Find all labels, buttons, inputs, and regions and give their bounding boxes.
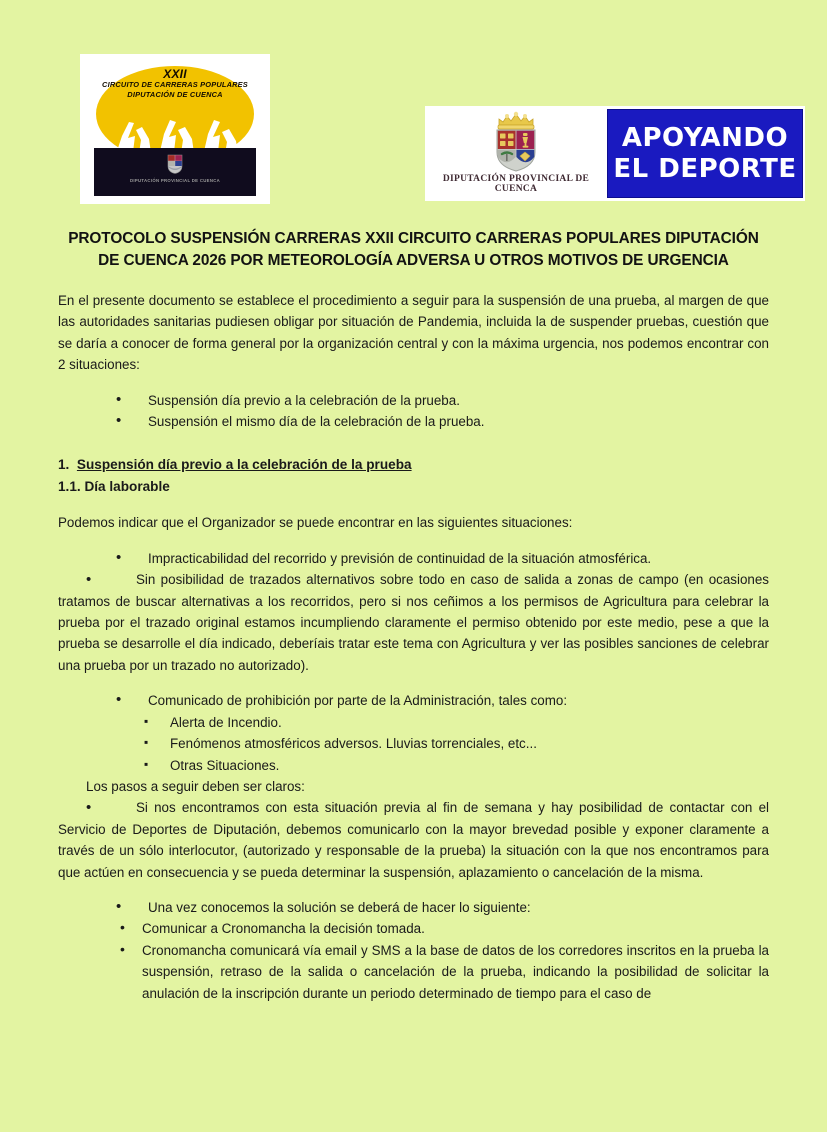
list-item: ▪ Fenómenos atmosféricos adversos. Lluvias torrenciales, etc... — [58, 733, 769, 754]
section-1-title: Suspensión día previo a la celebración de la prueba — [76, 457, 412, 473]
logo-circuito-text — [98, 68, 252, 100]
logo-roman-numeral: XXII — [163, 67, 187, 81]
banner-line-2: EL DEPORTE — [613, 153, 797, 184]
diputacion-caption: DIPUTACIÓN PROVINCIAL DE CUENCA — [442, 174, 590, 194]
bullet-marker — [58, 797, 136, 818]
apoyando-el-deporte-banner — [607, 109, 803, 198]
list-item-text: Sin posibilidad de trazados alternativos sobre todo en caso de salida a zonas de campo (en ocasiones tratamos de buscar alternativas a los recorridos, pero si nos ceñimos a los permisos de Agricultura para celebrar la prueba por el trazado original estamos incumpliendo claramente el permiso obtenido por este medio, pese a que la prueba se desarrolle el día indicado, deberíais tratar este tema con Agricultura y ver las posibles sanciones de celebrar una prueba por un trazado no autorizado). — [58, 572, 769, 673]
logo-circuito-band-caption: DIPUTACIÓN PROVINCIAL DE CUENCA — [129, 178, 221, 183]
prohibition-items-list — [58, 712, 769, 776]
section-1-number: 1. — [58, 457, 70, 473]
step-2-sub-list — [58, 918, 769, 1004]
step-1 — [58, 797, 769, 883]
coat-of-arms-small-icon — [167, 154, 183, 174]
list-item: • Cronomancha comunicará vía email y SMS a la base de datos de los corredores inscritos en la prueba la suspensión, retraso de la salida o cancelación de la prueba, indicando la posibilidad de solicitar la anulación de la inscripción durante un periodo determinado de tiempo para el caso de — [58, 940, 769, 1004]
list-item: ▪ Otras Situaciones. — [58, 755, 769, 776]
organizer-situation-2 — [58, 569, 769, 676]
list-item: • Suspensión día previo a la celebración de la prueba. — [58, 390, 769, 411]
coat-of-arms-icon — [485, 109, 547, 175]
document-body — [58, 290, 769, 1004]
list-item: • Una vez conocemos la solución se deberá de hacer lo siguiente: — [58, 897, 769, 918]
banner-line-1: APOYANDO — [621, 122, 789, 153]
list-item: • Impracticabilidad del recorrido y previsión de continuidad de la situación atmosférica. — [58, 548, 769, 569]
bullet-marker — [58, 569, 136, 590]
logo-circuito-carreras — [80, 54, 270, 204]
list-item: • Comunicar a Cronomancha la decisión tomada. — [58, 918, 769, 939]
list-item: • Comunicado de prohibición por parte de la Administración, tales como: — [58, 690, 769, 711]
logo-circuito-line1: CIRCUITO DE CARRERAS POPULARES — [102, 80, 248, 89]
list-item: ▪ Alerta de Incendio. — [58, 712, 769, 733]
logo-circuito-band — [94, 148, 256, 196]
section-1-heading — [58, 454, 769, 476]
section-1-1-heading: 1.1. Día laborable — [58, 479, 170, 495]
situations-list — [58, 390, 769, 433]
list-item-text: Si nos encontramos con esta situación previa al fin de semana y hay posibilidad de contactar con el Servicio de Deportes de Diputación, debemos comunicarlo con la mayor brevedad posible y exponer claramente a través de un sólo interlocutor, (autorizado y responsable de la prueba) la situación con la que nos encontramos para que actúen en consecuencia y se pueda determinar la suspensión, aplazamiento o cancelación de la misma. — [58, 800, 769, 880]
list-item: • Suspensión el mismo día de la celebración de la prueba. — [58, 411, 769, 432]
intro-paragraph: En el presente documento se establece el procedimiento a seguir para la suspensión de una prueba, al margen de que las autoridades sanitarias pudiesen obligar por situación de Pandemia, incluida la de suspender pruebas, cuestión que se daría a conocer de forma general por la organización central y con la máxima urgencia, nos podemos encontrar con 2 situaciones: — [58, 293, 769, 373]
steps-lead-in: Los pasos a seguir deben ser claros: — [86, 778, 305, 794]
administration-notice-bullet — [58, 690, 769, 711]
logo-row — [28, 0, 799, 212]
logo-circuito-line2: DIPUTACIÓN DE CUENCA — [127, 90, 223, 99]
section-1-lead-in: Podemos indicar que el Organizador se puede encontrar en las siguientes situaciones: — [58, 515, 573, 531]
logo-diputacion-apoyando — [425, 106, 805, 201]
logo-circuito-inner — [86, 60, 264, 198]
step-2-bullet — [58, 897, 769, 918]
document-title: PROTOCOLO SUSPENSIÓN CARRERAS XXII CIRCUITO CARRERAS POPULARES DIPUTACIÓN DE CUENCA 2026 POR METEOROLOGÍA ADVERSA U OTROS MOTIVOS DE URGENCIA — [68, 230, 759, 269]
diputacion-emblem-area — [425, 106, 607, 201]
organizer-situations-list — [58, 548, 769, 569]
